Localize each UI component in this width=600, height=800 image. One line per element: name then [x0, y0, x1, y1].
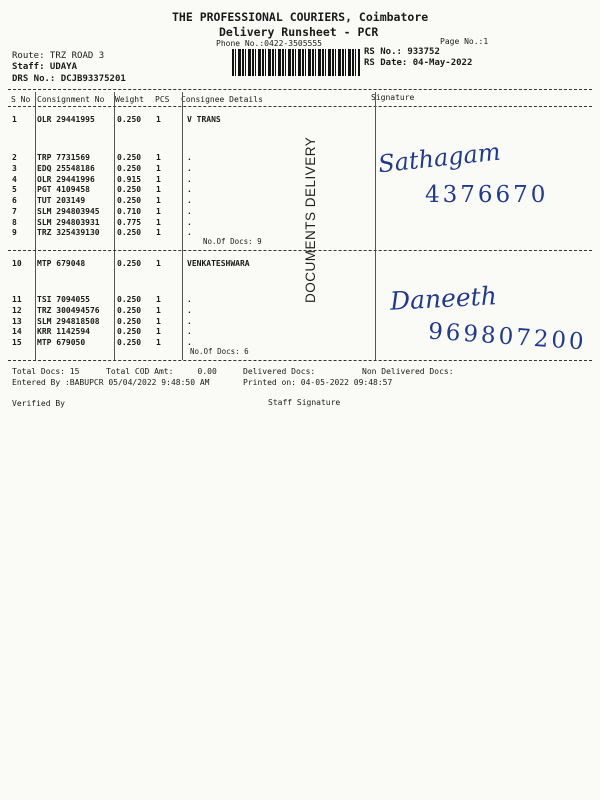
staff-signature: Staff Signature	[268, 398, 341, 407]
row-weight: 0.710	[117, 207, 142, 216]
row-pcs: 1	[156, 185, 161, 194]
row-consignee: .	[187, 218, 192, 227]
row-sno: 4	[12, 175, 17, 184]
row-consignee: .	[187, 327, 192, 336]
row-consignment-no: TUT 203149	[37, 196, 86, 205]
signature-phone-2: 969807200	[427, 318, 588, 356]
row-consignment-no: SLM 294803945	[37, 207, 100, 216]
row-sno: 12	[12, 306, 22, 315]
row-weight: 0.250	[117, 338, 142, 347]
row-sno: 2	[12, 153, 17, 162]
row-consignment-no: MTP 679050	[37, 338, 86, 347]
table-row	[0, 228, 600, 239]
row-weight: 0.250	[117, 196, 142, 205]
document-title: Delivery Runsheet - PCR	[219, 25, 379, 39]
row-sno: 5	[12, 185, 17, 194]
row-sno: 14	[12, 327, 22, 336]
row-sno: 7	[12, 207, 17, 216]
row-sno: 9	[12, 228, 17, 237]
row-consignment-no: SLM 294803931	[37, 218, 100, 227]
table-row	[0, 164, 600, 175]
col-consignment: Consignment No	[37, 95, 105, 104]
total-cod-amount: Total COD Amt: 0.00	[106, 367, 217, 376]
row-consignment-no: OLR 29441995	[37, 115, 95, 124]
table-row	[0, 153, 600, 164]
row-consignment-no: KRR 1142594	[37, 327, 90, 336]
col-sno: S No	[11, 95, 31, 104]
row-sno: 8	[12, 218, 17, 227]
row-weight: 0.250	[117, 259, 142, 268]
col-signature: Signature	[371, 93, 415, 102]
row-weight: 0.915	[117, 175, 142, 184]
row-consignee: .	[187, 185, 192, 194]
rs-date: RS Date: 04-May-2022	[364, 58, 473, 68]
row-pcs: 1	[156, 115, 161, 124]
documents-delivery-stamp: DOCUMENTS DELIVERY	[303, 136, 318, 304]
col-pcs: PCS	[155, 95, 170, 104]
row-weight: 0.250	[117, 306, 142, 315]
row-consignment-no: TRZ 300494576	[37, 306, 100, 315]
row-consignee: .	[187, 295, 192, 304]
row-sno: 11	[12, 295, 22, 304]
total-docs: Total Docs: 15	[12, 367, 80, 376]
table-row	[0, 295, 600, 306]
row-pcs: 1	[156, 295, 161, 304]
row-weight: 0.250	[117, 317, 142, 326]
row-pcs: 1	[156, 317, 161, 326]
printed-on: Printed on: 04-05-2022 09:48:57	[243, 378, 393, 387]
row-weight: 0.775	[117, 218, 142, 227]
row-weight: 0.250	[117, 185, 142, 194]
verified-by: Verified By	[12, 399, 65, 408]
row-weight: 0.250	[117, 164, 142, 173]
row-consignee: .	[187, 317, 192, 326]
table-row	[0, 259, 600, 270]
row-consignee: .	[187, 196, 192, 205]
divider-line	[8, 89, 592, 90]
entered-by: Entered By :BABUPCR 05/04/2022 9:48:50 AM	[12, 378, 210, 387]
row-pcs: 1	[156, 338, 161, 347]
row-pcs: 1	[156, 175, 161, 184]
group2-doc-count: No.Of Docs: 6	[190, 347, 249, 356]
row-consignment-no: PGT 4109458	[37, 185, 90, 194]
group1-doc-count: No.Of Docs: 9	[203, 237, 262, 246]
row-pcs: 1	[156, 196, 161, 205]
row-consignee: VENKATESHWARA	[187, 259, 250, 268]
barcode-image	[232, 49, 360, 76]
signature-name-1: Sathagam	[376, 137, 502, 179]
row-pcs: 1	[156, 306, 161, 315]
table-row	[0, 115, 600, 126]
col-weight: Weight	[115, 95, 144, 104]
row-consignment-no: TSI 7094055	[37, 295, 90, 304]
row-sno: 10	[12, 259, 22, 268]
row-consignee: .	[187, 228, 192, 237]
row-consignment-no: MTP 679048	[37, 259, 86, 268]
row-pcs: 1	[156, 218, 161, 227]
table-row	[0, 207, 600, 218]
row-weight: 0.250	[117, 153, 142, 162]
divider-line	[8, 250, 592, 251]
row-sno: 13	[12, 317, 22, 326]
page-number: Page No.:1	[440, 37, 489, 46]
row-consignment-no: OLR 29441996	[37, 175, 95, 184]
row-consignment-no: EDQ 25548186	[37, 164, 95, 173]
row-consignee: V TRANS	[187, 115, 221, 124]
row-pcs: 1	[156, 228, 161, 237]
row-pcs: 1	[156, 327, 161, 336]
row-consignee: .	[187, 175, 192, 184]
row-sno: 15	[12, 338, 22, 347]
row-pcs: 1	[156, 164, 161, 173]
company-name: THE PROFESSIONAL COURIERS, Coimbatore	[172, 10, 429, 24]
divider-line	[8, 360, 592, 361]
row-sno: 1	[12, 115, 17, 124]
phone-number: Phone No.:0422-3505555	[216, 39, 322, 48]
signature-phone-1: 4376670	[425, 182, 549, 208]
row-weight: 0.250	[117, 115, 142, 124]
row-weight: 0.250	[117, 295, 142, 304]
table-row	[0, 306, 600, 317]
route: Route: TRZ ROAD 3	[12, 51, 105, 61]
row-weight: 0.250	[117, 228, 142, 237]
row-pcs: 1	[156, 153, 161, 162]
row-pcs: 1	[156, 259, 161, 268]
delivered-docs: Delivered Docs:	[243, 367, 316, 376]
row-consignment-no: TRP 7731569	[37, 153, 90, 162]
staff: Staff: UDAYA	[12, 62, 78, 72]
row-weight: 0.250	[117, 327, 142, 336]
row-sno: 6	[12, 196, 17, 205]
drs-number: DRS No.: DCJB93375201	[12, 74, 126, 84]
non-delivered-docs: Non Delivered Docs:	[362, 367, 454, 376]
col-consignee: Consignee Details	[181, 95, 263, 104]
divider-line	[8, 106, 592, 107]
row-consignee: .	[187, 338, 192, 347]
row-consignment-no: SLM 294818508	[37, 317, 100, 326]
signature-name-2: Daneeth	[389, 281, 498, 316]
row-consignee: .	[187, 306, 192, 315]
row-pcs: 1	[156, 207, 161, 216]
row-consignee: .	[187, 164, 192, 173]
row-consignment-no: TRZ 325439130	[37, 228, 100, 237]
row-consignee: .	[187, 207, 192, 216]
row-consignee: .	[187, 153, 192, 162]
row-sno: 3	[12, 164, 17, 173]
rs-number: RS No.: 933752	[364, 47, 440, 57]
